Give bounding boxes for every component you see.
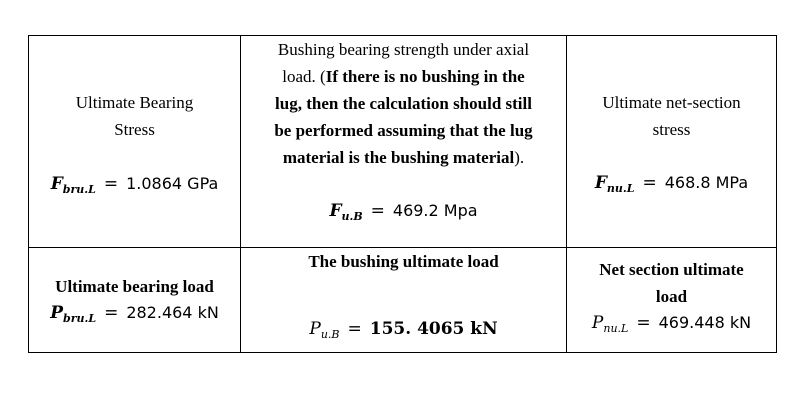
- cell-title: load: [655, 287, 688, 306]
- cell-title: Ultimate Bearing: [75, 93, 194, 112]
- formula-p-u-b: $P_{u.B} = 155$. 4065 kN: [309, 319, 498, 341]
- cell-text: load. (If there is no bushing in the: [282, 67, 525, 86]
- cell-text: be performed assuming that the lug: [274, 121, 533, 140]
- formula-p-bru-l: $P_{bru.L} = 282.464$ kN: [50, 303, 219, 325]
- cell-net-section-ultimate-load: [567, 248, 777, 353]
- cell-title: Net section ultimate: [599, 260, 744, 279]
- cell-ultimate-net-section-stress: [567, 36, 777, 248]
- formula-f-u-b: $F_{u.B} = 469.2$ Mpa: [329, 201, 478, 223]
- cell-ultimate-bearing-load: [29, 248, 241, 353]
- cell-bushing-ultimate-load: [241, 248, 567, 353]
- formula-f-nu-l: $F_{nu.L} = 468.8$ MPa: [594, 173, 749, 195]
- cell-title: Ultimate net-section: [602, 93, 741, 112]
- cell-title: Stress: [114, 120, 155, 139]
- cell-title: The bushing ultimate load: [308, 252, 499, 271]
- table-row: [29, 248, 777, 353]
- cell-bushing-bearing-strength: [241, 36, 567, 248]
- cell-text: lug, then the calculation should still: [275, 94, 532, 113]
- cell-title: Ultimate bearing load: [55, 277, 214, 296]
- cell-text: Bushing bearing strength under axial: [277, 40, 530, 59]
- table-row: [29, 36, 777, 248]
- formula-f-bru-l: $F_{bru.L} = 1.0864$ GPa: [50, 174, 219, 196]
- cell-title: stress: [652, 120, 691, 139]
- cell-text: material is the bushing material).: [282, 148, 525, 167]
- results-table: [28, 35, 777, 353]
- formula-p-nu-l: $P_{nu.L} = 469.448$ kN: [591, 313, 752, 335]
- cell-ultimate-bearing-stress: [29, 36, 241, 248]
